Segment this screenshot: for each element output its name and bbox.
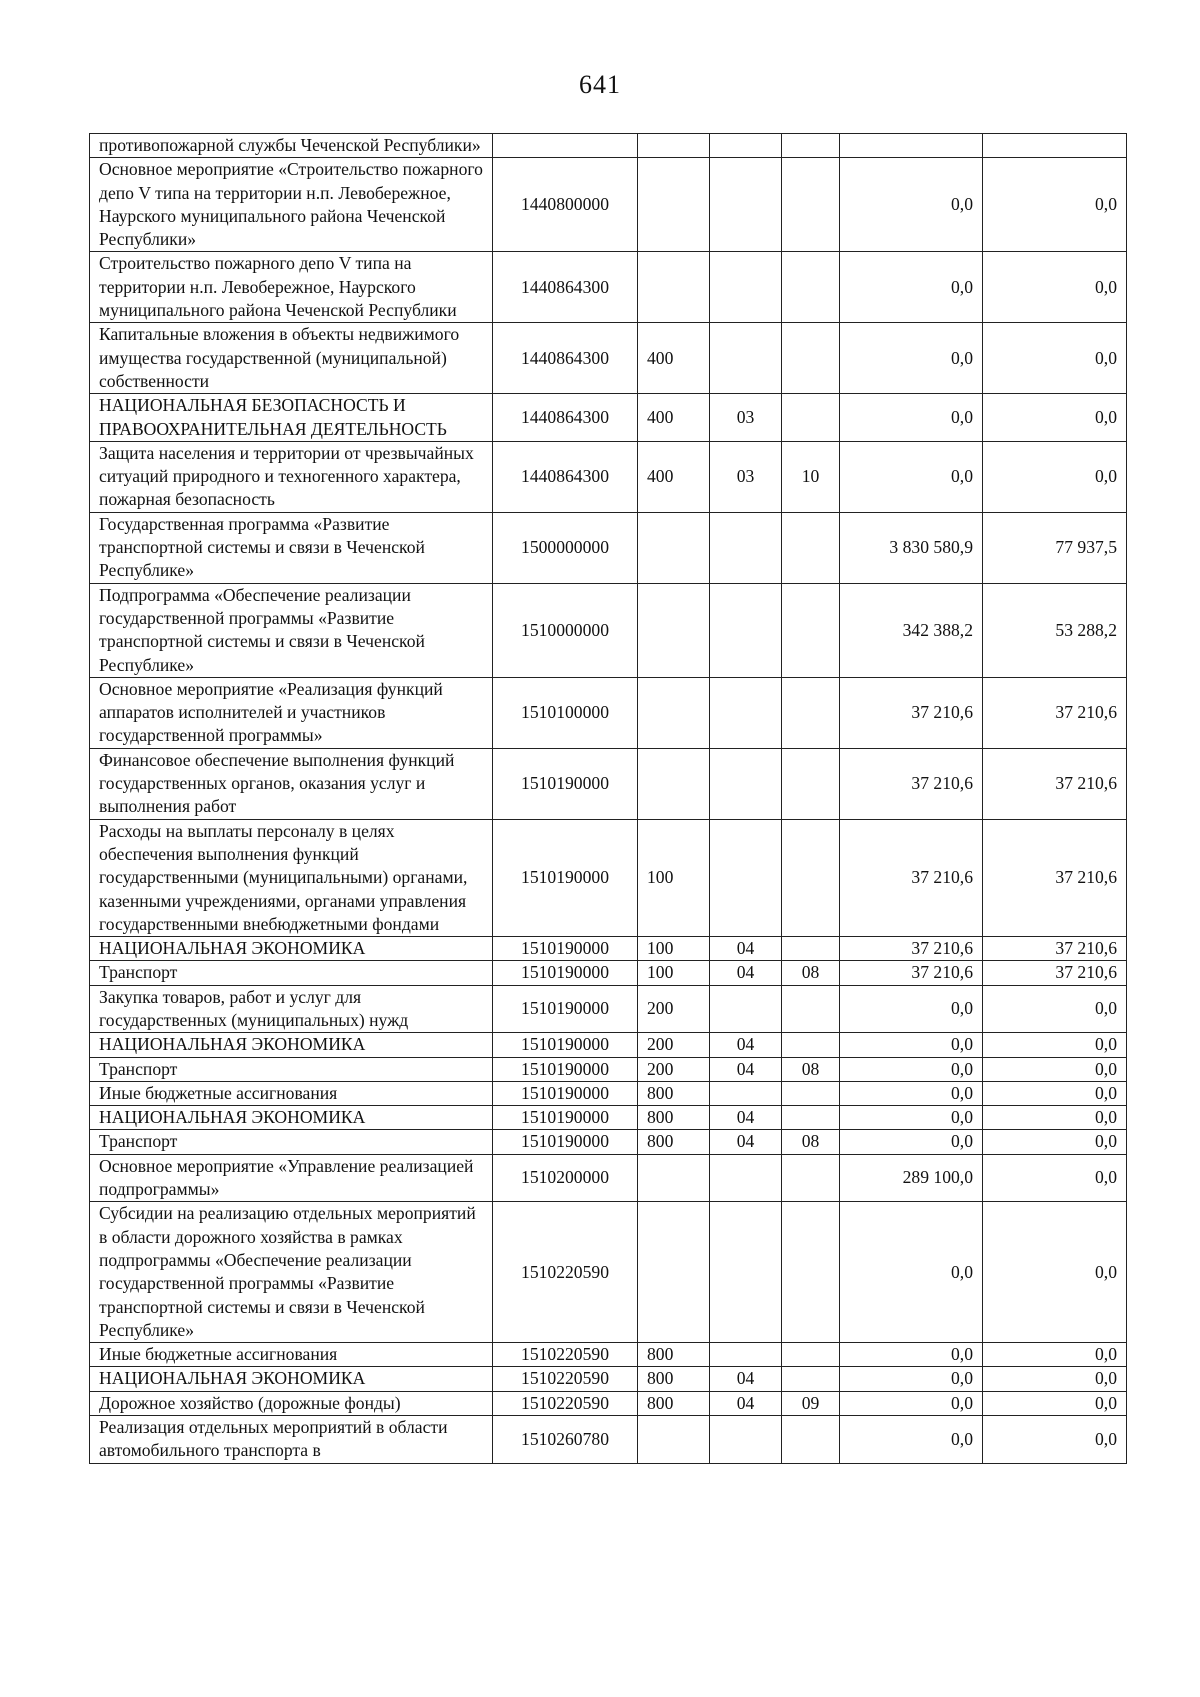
row-code: 1440864300 <box>493 394 638 442</box>
row-name: Строительство пожарного депо V типа на территории н.п. Левобережное, Наурского муниципального района Чеченской Республики <box>90 252 493 323</box>
row-sum-1: 0,0 <box>840 1106 983 1130</box>
row-vr: 100 <box>638 937 710 961</box>
row-vr: 800 <box>638 1130 710 1154</box>
row-vr: 800 <box>638 1343 710 1367</box>
row-vr <box>638 158 710 252</box>
row-vr: 400 <box>638 441 710 512</box>
row-sum-2: 0,0 <box>983 394 1127 442</box>
row-name: Государственная программа «Развитие транспортной системы и связи в Чеченской Республике» <box>90 512 493 583</box>
row-code: 1510260780 <box>493 1416 638 1464</box>
row-vr <box>638 748 710 819</box>
row-code: 1510220590 <box>493 1202 638 1343</box>
row-code: 1510190000 <box>493 961 638 985</box>
row-name: Капитальные вложения в объекты недвижимого имущества государственной (муниципальной) собственности <box>90 323 493 394</box>
row-rz: 04 <box>710 1106 782 1130</box>
row-sum-1: 37 210,6 <box>840 819 983 936</box>
row-rz <box>710 158 782 252</box>
row-vr: 400 <box>638 394 710 442</box>
row-rz: 04 <box>710 1367 782 1391</box>
row-name: НАЦИОНАЛЬНАЯ ЭКОНОМИКА <box>90 937 493 961</box>
row-sum-2: 0,0 <box>983 1130 1127 1154</box>
row-vr: 800 <box>638 1367 710 1391</box>
row-pr <box>782 1202 840 1343</box>
row-code: 1510190000 <box>493 1081 638 1105</box>
row-rz <box>710 1081 782 1105</box>
row-sum-1: 37 210,6 <box>840 961 983 985</box>
row-sum-2: 0,0 <box>983 1416 1127 1464</box>
row-vr: 200 <box>638 985 710 1033</box>
row-sum-1: 0,0 <box>840 1057 983 1081</box>
row-code: 1510190000 <box>493 1057 638 1081</box>
table-row <box>90 961 1127 985</box>
row-sum-2: 0,0 <box>983 158 1127 252</box>
row-name: Основное мероприятие «Реализация функций аппаратов исполнителей и участников государственной программы» <box>90 677 493 748</box>
row-sum-1 <box>840 134 983 158</box>
table-row <box>90 134 1127 158</box>
row-pr <box>782 252 840 323</box>
row-sum-1: 0,0 <box>840 1130 983 1154</box>
row-code: 1440864300 <box>493 323 638 394</box>
row-name: НАЦИОНАЛЬНАЯ ЭКОНОМИКА <box>90 1367 493 1391</box>
row-rz <box>710 252 782 323</box>
row-rz: 04 <box>710 1057 782 1081</box>
row-name: НАЦИОНАЛЬНАЯ ЭКОНОМИКА <box>90 1106 493 1130</box>
row-pr <box>782 134 840 158</box>
row-pr <box>782 158 840 252</box>
row-vr: 200 <box>638 1033 710 1057</box>
row-vr: 100 <box>638 961 710 985</box>
row-sum-1: 342 388,2 <box>840 583 983 677</box>
row-sum-2: 77 937,5 <box>983 512 1127 583</box>
row-sum-1: 0,0 <box>840 1391 983 1415</box>
row-code: 1500000000 <box>493 512 638 583</box>
row-sum-2: 0,0 <box>983 252 1127 323</box>
row-rz <box>710 323 782 394</box>
row-rz: 04 <box>710 1130 782 1154</box>
row-sum-1: 0,0 <box>840 1033 983 1057</box>
row-rz <box>710 677 782 748</box>
row-sum-1: 0,0 <box>840 1343 983 1367</box>
row-pr <box>782 748 840 819</box>
row-sum-2: 0,0 <box>983 1367 1127 1391</box>
row-sum-1: 0,0 <box>840 1202 983 1343</box>
table-row <box>90 323 1127 394</box>
row-vr <box>638 252 710 323</box>
row-vr: 400 <box>638 323 710 394</box>
row-name: Основное мероприятие «Строительство пожарного депо V типа на территории н.п. Левобережное, Наурского муниципального района Чеченской Республики» <box>90 158 493 252</box>
row-pr <box>782 512 840 583</box>
row-name: Защита населения и территории от чрезвычайных ситуаций природного и техногенного характера, пожарная безопасность <box>90 441 493 512</box>
row-sum-2: 0,0 <box>983 1343 1127 1367</box>
page-number: 641 <box>579 70 621 99</box>
row-name: противопожарной службы Чеченской Республики» <box>90 134 493 158</box>
row-vr <box>638 512 710 583</box>
table-row <box>90 158 1127 252</box>
row-vr <box>638 1202 710 1343</box>
table-row <box>90 1081 1127 1105</box>
row-name: Закупка товаров, работ и услуг для государственных (муниципальных) нужд <box>90 985 493 1033</box>
table-row <box>90 394 1127 442</box>
table-row <box>90 1343 1127 1367</box>
row-pr: 08 <box>782 961 840 985</box>
row-sum-2: 0,0 <box>983 441 1127 512</box>
row-rz <box>710 748 782 819</box>
row-sum-2 <box>983 134 1127 158</box>
row-rz <box>710 583 782 677</box>
row-rz <box>710 1154 782 1202</box>
row-rz <box>710 1416 782 1464</box>
row-vr: 800 <box>638 1391 710 1415</box>
row-rz: 03 <box>710 394 782 442</box>
row-sum-2: 0,0 <box>983 985 1127 1033</box>
row-sum-1: 0,0 <box>840 1367 983 1391</box>
row-code: 1510200000 <box>493 1154 638 1202</box>
row-rz <box>710 1343 782 1367</box>
row-sum-2: 0,0 <box>983 1033 1127 1057</box>
budget-table <box>89 133 1127 1464</box>
table-row <box>90 1416 1127 1464</box>
row-code: 1510220590 <box>493 1343 638 1367</box>
row-name: Иные бюджетные ассигнования <box>90 1343 493 1367</box>
row-sum-1: 0,0 <box>840 252 983 323</box>
table-row <box>90 985 1127 1033</box>
row-code: 1440864300 <box>493 252 638 323</box>
row-rz <box>710 134 782 158</box>
row-sum-1: 3 830 580,9 <box>840 512 983 583</box>
row-pr <box>782 819 840 936</box>
row-sum-1: 37 210,6 <box>840 937 983 961</box>
table-row <box>90 1367 1127 1391</box>
row-rz: 03 <box>710 441 782 512</box>
table-row <box>90 1154 1127 1202</box>
row-code: 1510190000 <box>493 1130 638 1154</box>
row-vr <box>638 1154 710 1202</box>
row-code: 1440800000 <box>493 158 638 252</box>
row-pr <box>782 1154 840 1202</box>
row-code: 1510190000 <box>493 1106 638 1130</box>
row-sum-2: 0,0 <box>983 1154 1127 1202</box>
row-rz <box>710 985 782 1033</box>
row-vr: 800 <box>638 1106 710 1130</box>
row-sum-1: 0,0 <box>840 985 983 1033</box>
row-name: Иные бюджетные ассигнования <box>90 1081 493 1105</box>
row-code: 1510100000 <box>493 677 638 748</box>
row-sum-2: 37 210,6 <box>983 819 1127 936</box>
row-pr <box>782 1106 840 1130</box>
table-row <box>90 677 1127 748</box>
row-sum-2: 37 210,6 <box>983 677 1127 748</box>
row-vr <box>638 1416 710 1464</box>
row-code <box>493 134 638 158</box>
row-pr <box>782 1081 840 1105</box>
table-row <box>90 441 1127 512</box>
table-row <box>90 819 1127 936</box>
row-code: 1510000000 <box>493 583 638 677</box>
table-row <box>90 748 1127 819</box>
row-code: 1510220590 <box>493 1367 638 1391</box>
row-code: 1510220590 <box>493 1391 638 1415</box>
row-code: 1510190000 <box>493 937 638 961</box>
row-vr <box>638 677 710 748</box>
row-sum-1: 0,0 <box>840 1416 983 1464</box>
row-vr <box>638 583 710 677</box>
row-pr <box>782 1343 840 1367</box>
row-sum-1: 37 210,6 <box>840 748 983 819</box>
table-row <box>90 1391 1127 1415</box>
table-row <box>90 1033 1127 1057</box>
row-sum-1: 0,0 <box>840 323 983 394</box>
row-sum-1: 0,0 <box>840 441 983 512</box>
row-rz <box>710 819 782 936</box>
row-sum-2: 0,0 <box>983 1391 1127 1415</box>
row-pr <box>782 677 840 748</box>
row-sum-2: 0,0 <box>983 323 1127 394</box>
row-name: Субсидии на реализацию отдельных мероприятий в области дорожного хозяйства в рамках подпрограммы «Обеспечение реализации государственной программы «Развитие транспортной системы и связи в Чеченской Республике» <box>90 1202 493 1343</box>
row-name: Подпрограмма «Обеспечение реализации государственной программы «Развитие транспортной системы и связи в Чеченской Республике» <box>90 583 493 677</box>
table-row <box>90 583 1127 677</box>
row-sum-1: 0,0 <box>840 1081 983 1105</box>
row-name: Дорожное хозяйство (дорожные фонды) <box>90 1391 493 1415</box>
row-vr: 200 <box>638 1057 710 1081</box>
row-pr <box>782 394 840 442</box>
row-code: 1510190000 <box>493 819 638 936</box>
row-pr: 08 <box>782 1130 840 1154</box>
table-row <box>90 252 1127 323</box>
row-name: НАЦИОНАЛЬНАЯ БЕЗОПАСНОСТЬ И ПРАВООХРАНИТЕЛЬНАЯ ДЕЯТЕЛЬНОСТЬ <box>90 394 493 442</box>
row-rz: 04 <box>710 961 782 985</box>
row-pr <box>782 937 840 961</box>
table-row <box>90 937 1127 961</box>
row-pr <box>782 1033 840 1057</box>
row-sum-2: 0,0 <box>983 1106 1127 1130</box>
row-sum-2: 53 288,2 <box>983 583 1127 677</box>
table-row <box>90 1057 1127 1081</box>
row-name: НАЦИОНАЛЬНАЯ ЭКОНОМИКА <box>90 1033 493 1057</box>
row-pr: 10 <box>782 441 840 512</box>
row-sum-2: 37 210,6 <box>983 748 1127 819</box>
table-body <box>90 134 1127 1464</box>
row-sum-2: 37 210,6 <box>983 961 1127 985</box>
row-name: Основное мероприятие «Управление реализацией подпрограммы» <box>90 1154 493 1202</box>
row-rz <box>710 512 782 583</box>
row-pr <box>782 985 840 1033</box>
row-code: 1510190000 <box>493 985 638 1033</box>
row-sum-2: 37 210,6 <box>983 937 1127 961</box>
row-code: 1440864300 <box>493 441 638 512</box>
row-rz: 04 <box>710 1033 782 1057</box>
row-sum-1: 0,0 <box>840 394 983 442</box>
row-name: Реализация отдельных мероприятий в области автомобильного транспорта в <box>90 1416 493 1464</box>
row-pr <box>782 323 840 394</box>
row-pr <box>782 1367 840 1391</box>
row-name: Расходы на выплаты персоналу в целях обеспечения выполнения функций государственными (муниципальными) органами, казенными учреждениями, органами управления государственными внебюджетными фондами <box>90 819 493 936</box>
row-code: 1510190000 <box>493 1033 638 1057</box>
row-vr: 100 <box>638 819 710 936</box>
row-code: 1510190000 <box>493 748 638 819</box>
table-row <box>90 512 1127 583</box>
row-vr: 800 <box>638 1081 710 1105</box>
row-sum-1: 37 210,6 <box>840 677 983 748</box>
row-sum-2: 0,0 <box>983 1202 1127 1343</box>
row-pr: 08 <box>782 1057 840 1081</box>
row-sum-1: 289 100,0 <box>840 1154 983 1202</box>
table-row <box>90 1106 1127 1130</box>
row-pr <box>782 1416 840 1464</box>
row-pr <box>782 583 840 677</box>
row-name: Финансовое обеспечение выполнения функций государственных органов, оказания услуг и выполнения работ <box>90 748 493 819</box>
row-pr: 09 <box>782 1391 840 1415</box>
row-sum-2: 0,0 <box>983 1081 1127 1105</box>
table-row <box>90 1130 1127 1154</box>
row-rz <box>710 1202 782 1343</box>
table-row <box>90 1202 1127 1343</box>
row-name: Транспорт <box>90 1057 493 1081</box>
row-rz: 04 <box>710 1391 782 1415</box>
row-sum-2: 0,0 <box>983 1057 1127 1081</box>
row-rz: 04 <box>710 937 782 961</box>
row-vr <box>638 134 710 158</box>
row-name: Транспорт <box>90 1130 493 1154</box>
row-name: Транспорт <box>90 961 493 985</box>
row-sum-1: 0,0 <box>840 158 983 252</box>
